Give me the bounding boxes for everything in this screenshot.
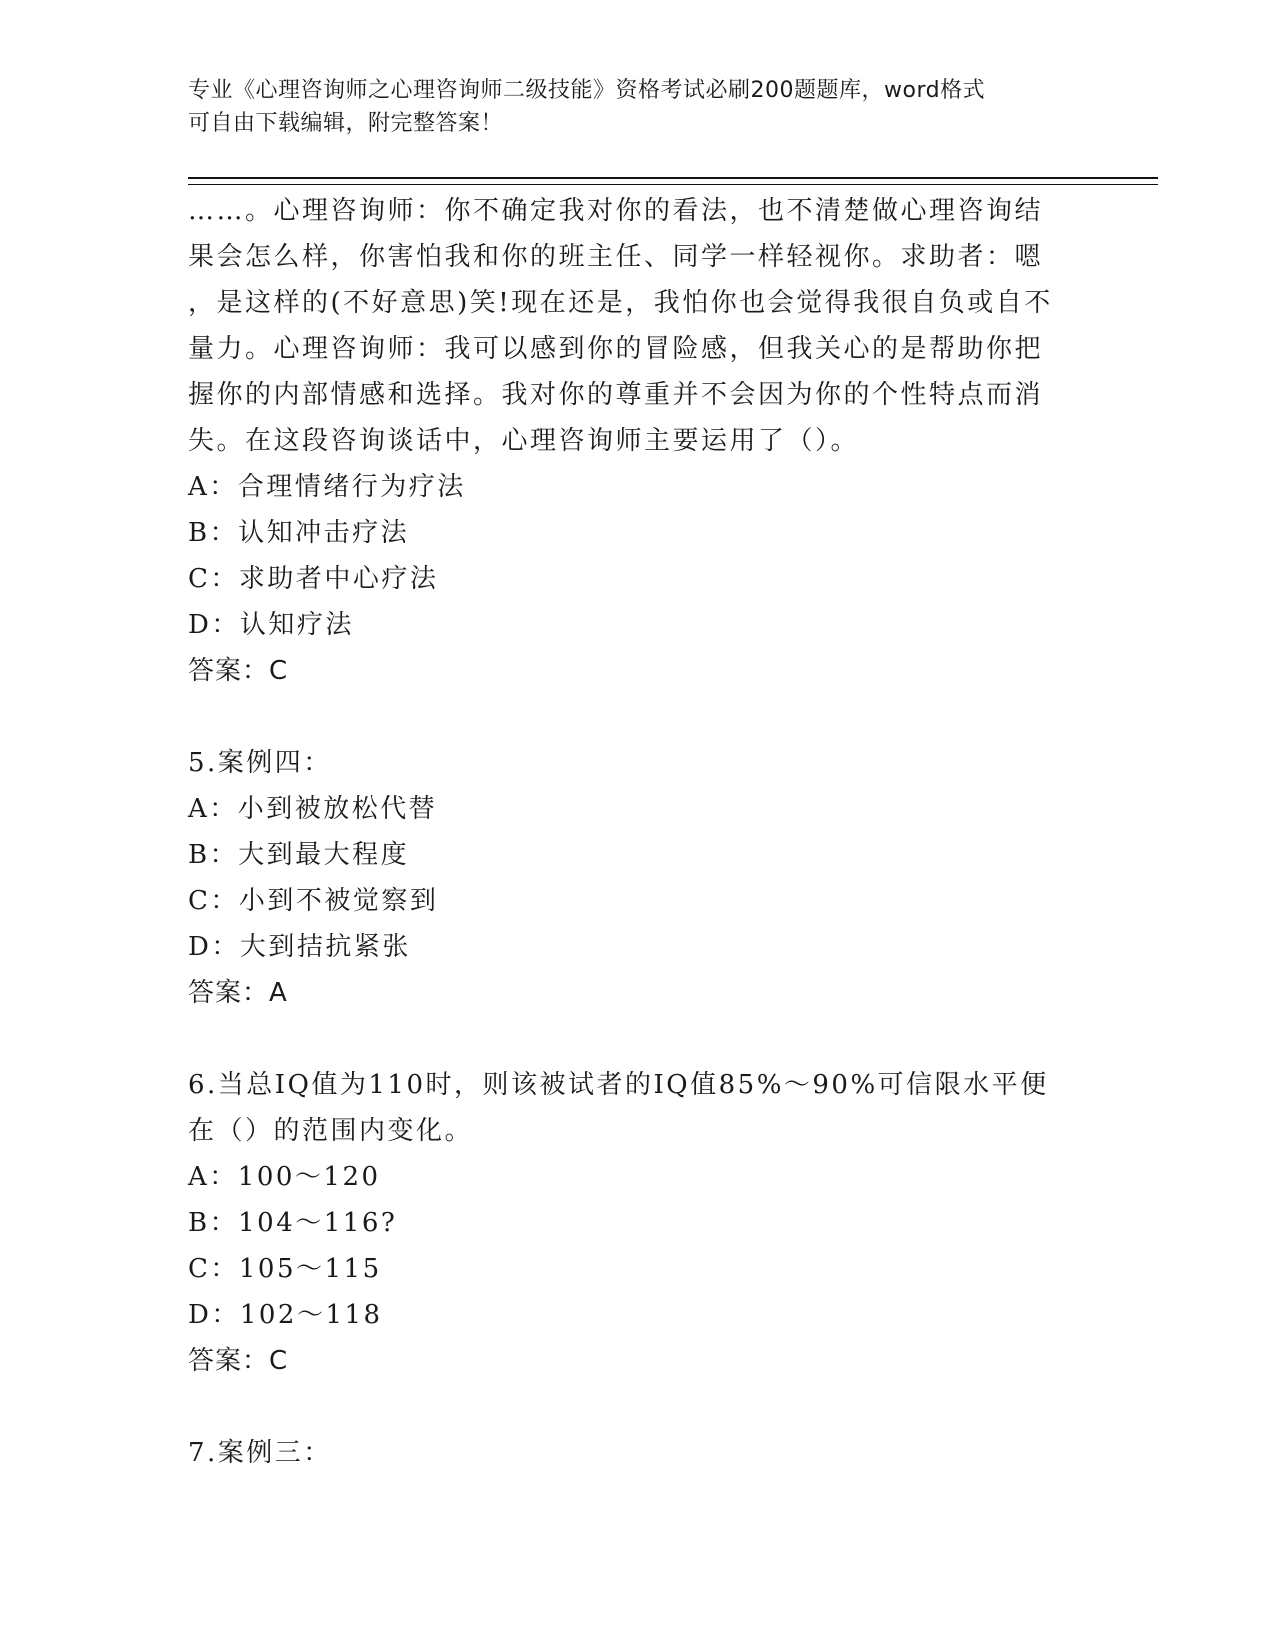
question-text-line: 5.案例四： bbox=[188, 748, 332, 778]
header-rule-thin bbox=[188, 184, 1158, 185]
question-text-line: 6.当总IQ值为110时，则该被试者的IQ值85%～90%可信限水平便 bbox=[188, 1070, 1049, 1100]
option-c: C：求助者中心疗法 bbox=[188, 564, 439, 594]
question-text-line: 握你的内部情感和选择。我对你的尊重并不会因为你的个性特点而消 bbox=[188, 380, 1044, 410]
option-c: C：105～115 bbox=[188, 1254, 382, 1284]
option-d: D：大到拮抗紧张 bbox=[188, 932, 411, 962]
option-b: B：104～116? bbox=[188, 1208, 398, 1238]
spacer bbox=[188, 1384, 1088, 1430]
spacer bbox=[188, 694, 1088, 740]
question-5 bbox=[188, 740, 1088, 1016]
question-7 bbox=[188, 1430, 1088, 1476]
question-4 bbox=[188, 188, 1088, 694]
header-rule-thick bbox=[188, 177, 1158, 179]
answer: 答案：C bbox=[188, 1346, 289, 1376]
option-a: A：100～120 bbox=[188, 1162, 381, 1192]
option-d: D：认知疗法 bbox=[188, 610, 354, 640]
option-b: B：大到最大程度 bbox=[188, 840, 410, 870]
answer: 答案：C bbox=[188, 656, 289, 686]
answer: 答案：A bbox=[188, 978, 288, 1008]
question-text-line: 7.案例三： bbox=[188, 1438, 332, 1468]
spacer bbox=[188, 1016, 1088, 1062]
document-body bbox=[188, 188, 1088, 1476]
option-a: A：小到被放松代替 bbox=[188, 794, 438, 824]
question-text-line: 果会怎么样，你害怕我和你的班主任、同学一样轻视你。求助者：嗯 bbox=[188, 242, 1044, 272]
question-text-line: ……。心理咨询师：你不确定我对你的看法，也不清楚做心理咨询结 bbox=[188, 196, 1044, 226]
option-a: A：合理情绪行为疗法 bbox=[188, 472, 466, 502]
document-header bbox=[188, 74, 1068, 140]
question-6 bbox=[188, 1062, 1088, 1384]
question-text-line: 量力。心理咨询师：我可以感到你的冒险感，但我关心的是帮助你把 bbox=[188, 334, 1044, 364]
option-b: B：认知冲击疗法 bbox=[188, 518, 410, 548]
option-c: C：小到不被觉察到 bbox=[188, 886, 439, 916]
option-d: D：102～118 bbox=[188, 1300, 383, 1330]
question-text-line: 在（）的范围内变化。 bbox=[188, 1116, 474, 1146]
question-text-line: ，是这样的(不好意思)笑!现在还是，我怕你也会觉得我很自负或自不 bbox=[188, 288, 1053, 318]
header-line-2: 可自由下载编辑，附完整答案！ bbox=[188, 111, 504, 136]
header-line-1: 专业《心理咨询师之心理咨询师二级技能》资格考试必刷200题题库，word格式 bbox=[188, 78, 986, 103]
question-text-line: 失。在这段咨询谈话中，心理咨询师主要运用了（）。 bbox=[188, 426, 860, 456]
